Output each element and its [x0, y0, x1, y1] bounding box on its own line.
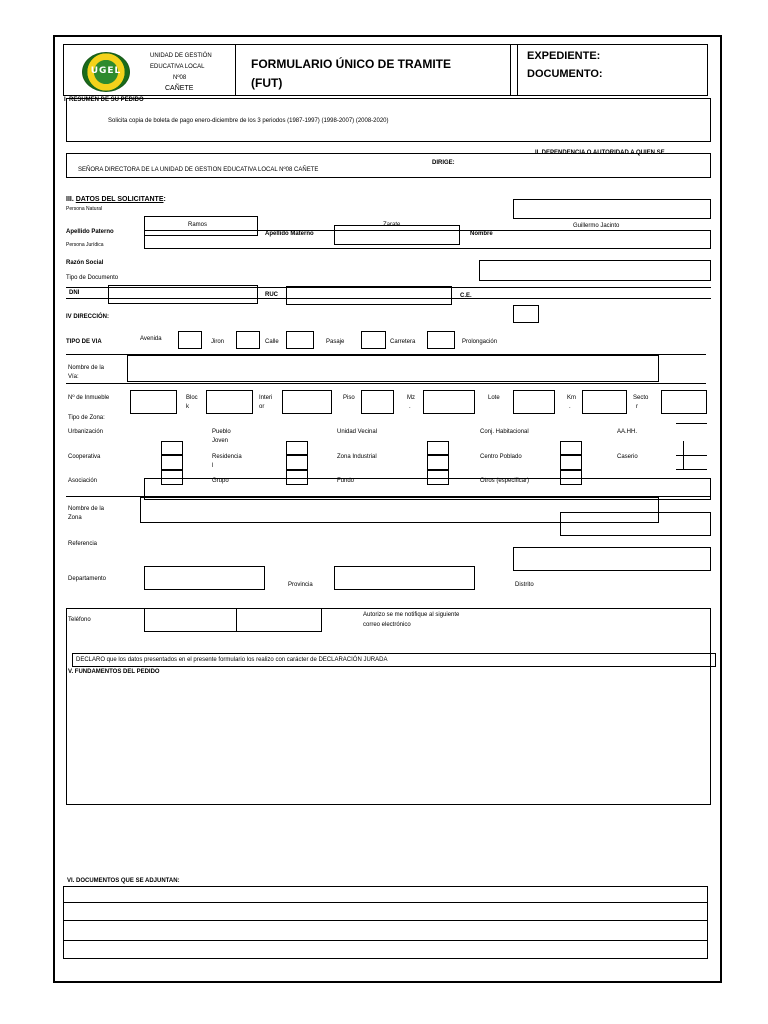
centro-poblado-checkbox[interactable]	[560, 455, 582, 470]
lote-label: Lote	[488, 395, 500, 401]
declaro-text: DECLARO que los datos presentados en el presente formulario los realizo con carácter de DECLARACIÓN JURADA	[76, 657, 388, 663]
tipo-zona-label: Tipo de Zona:	[68, 415, 105, 421]
nombre-zona-label-2: Zona	[68, 515, 82, 521]
documentos-table[interactable]	[63, 886, 708, 959]
piso-field[interactable]	[361, 390, 394, 414]
persona-juridica-label: Persona Jurídica	[66, 242, 104, 248]
via-calle-label: Calle	[265, 339, 279, 345]
referencia-label: Referencia	[68, 541, 98, 547]
via-jiron-checkbox[interactable]	[236, 331, 260, 349]
section-3-prefix: III.	[66, 196, 76, 203]
razon-social-field[interactable]	[479, 260, 711, 281]
section-2-title: II. DEPENDENCIA O AUTORIDAD A QUIEN SE	[535, 150, 665, 156]
via-avenida-label: Avenida	[140, 336, 162, 342]
header-divider-2	[510, 44, 511, 96]
sector-field[interactable]	[661, 390, 707, 414]
via-prolongacion-label: Prolongación	[462, 339, 498, 345]
via-carretera-checkbox[interactable]	[427, 331, 455, 349]
sector-label-1: Secto	[633, 395, 649, 401]
pueblo-joven-checkbox[interactable]	[286, 441, 308, 455]
km-field[interactable]	[582, 390, 627, 414]
section-6-title: VI. DOCUMENTOS QUE SE ADJUNTAN:	[67, 878, 180, 884]
via-carretera-label: Carretera	[390, 339, 416, 345]
interior-label-2: or	[259, 404, 265, 410]
nombre-value: Guillermo Jacinto	[573, 223, 620, 229]
caserio-label: Caserio	[617, 454, 638, 460]
tipo-documento-label: Tipo de Documento	[66, 275, 119, 281]
via-pasaje-checkbox[interactable]	[361, 331, 386, 349]
via-jiron-label: Jiron	[211, 339, 225, 345]
section-4-title: IV DIRECCIÓN:	[66, 314, 110, 320]
residencial-label-1: Residencia	[212, 454, 242, 460]
header-divider-1	[235, 44, 236, 96]
urbanizacion-label: Urbanización	[68, 429, 104, 435]
n-inmueble-field[interactable]	[130, 390, 177, 414]
header-divider-3	[517, 44, 518, 96]
provincia-label: Provincia	[288, 582, 313, 588]
nombre-via-field[interactable]	[127, 355, 659, 382]
form-title: FORMULARIO ÚNICO DE TRAMITE	[251, 57, 451, 71]
nombre-via-label-1: Nombre de la	[68, 365, 105, 371]
ugel-line-1: UNIDAD DE GESTIÓN	[150, 53, 212, 59]
via-calle-checkbox[interactable]	[286, 331, 314, 349]
apellido-materno-value: Zarate	[383, 222, 401, 228]
lote-field[interactable]	[513, 390, 555, 414]
unidad-vecinal-label: Unidad Vecinal	[337, 429, 378, 435]
conj-habitacional-checkbox[interactable]	[560, 441, 582, 455]
ugel-logo	[82, 52, 130, 92]
dirige-label: DIRIGE:	[432, 160, 455, 166]
block-label-1: Bloc	[186, 395, 198, 401]
via-pasaje-label: Pasaje	[326, 339, 345, 345]
referencia-field[interactable]	[513, 547, 711, 571]
tipo-via-label: TIPO DE VIA	[66, 339, 102, 345]
departamento-field[interactable]	[144, 566, 265, 590]
apellido-paterno-value: Ramos	[188, 222, 208, 228]
nombre-via-label-2: Vía:	[68, 374, 79, 380]
sector-label-2: r	[636, 404, 638, 410]
centro-poblado-label: Centro Poblado	[480, 454, 522, 460]
zona-extra-field[interactable]	[560, 512, 711, 536]
distrito-label: Distrito	[515, 582, 534, 588]
asociacion-label: Asociación	[68, 478, 98, 484]
mz-label-2: .	[409, 404, 411, 410]
mz-field[interactable]	[423, 390, 475, 414]
ugel-line-3: Nº08	[173, 75, 187, 81]
km-label-2: .	[569, 404, 571, 410]
autorizo-text: Autorizo se me notifique al siguiente correo electrónico	[363, 612, 460, 628]
block-label-2: k	[186, 404, 189, 410]
ruc-field[interactable]	[286, 286, 452, 305]
ce-label: C.E.	[460, 293, 472, 299]
caserio-checkbox-line	[676, 469, 707, 470]
telefono-field-1[interactable]	[144, 608, 237, 632]
ugel-line-4: CAÑETE	[165, 85, 194, 92]
documentos-row-line-3	[63, 940, 708, 941]
interior-field[interactable]	[282, 390, 332, 414]
documentos-row-line-1	[63, 902, 708, 903]
aahh-label: AA.HH.	[617, 429, 638, 435]
fundo-label: Fundo	[337, 478, 355, 484]
km-label-1: Km	[567, 395, 576, 401]
block-field[interactable]	[206, 390, 253, 414]
residencial-checkbox[interactable]	[286, 455, 308, 470]
apellido-paterno-label: Apellido Paterno	[66, 229, 114, 235]
zona-industrial-checkbox[interactable]	[427, 455, 449, 470]
persona-natural-label: Persona Natural	[66, 206, 103, 212]
persona-natural-box[interactable]	[513, 199, 711, 219]
pueblo-joven-label-1: Pueblo	[212, 429, 231, 435]
grupo-label: Grupo	[212, 478, 229, 484]
ugel-line-2: EDUCATIVA LOCAL	[150, 64, 205, 70]
logo-text: UGEL	[90, 66, 122, 76]
ce-field[interactable]	[513, 305, 539, 323]
mz-label-1: Mz	[407, 395, 415, 401]
interior-label-1: Interi	[259, 395, 273, 401]
unidad-vecinal-checkbox[interactable]	[427, 441, 449, 455]
documentos-row-line-2	[63, 920, 708, 921]
pueblo-joven-label-2: Joven	[212, 438, 229, 444]
nombre-via-bottom-line	[66, 383, 706, 384]
nombre-zona-label-1: Nombre de la	[68, 506, 105, 512]
dni-label: DNI	[69, 290, 80, 296]
section-3-title	[66, 195, 166, 204]
expediente-label: EXPEDIENTE:	[527, 50, 601, 62]
nombres-row-box	[144, 230, 711, 249]
form-title-acronym: (FUT)	[251, 76, 283, 90]
provincia-field[interactable]	[334, 566, 475, 590]
urbanizacion-checkbox[interactable]	[161, 441, 183, 455]
aahh-checkbox-mid	[676, 455, 707, 456]
razon-social-label: Razón Social	[66, 260, 104, 266]
zona-top-line	[676, 423, 707, 424]
zona-industrial-label: Zona Industrial	[337, 454, 377, 460]
ruc-label: RUC	[265, 292, 278, 298]
otros-label: Otros (especificar)	[480, 478, 530, 484]
residencial-label-2: l	[212, 463, 214, 469]
telefono-label: Teléfono	[68, 617, 91, 623]
dependencia-text: SEÑORA DIRECTORA DE LA UNIDAD DE GESTION EDUCATIVA LOCAL Nº08 CAÑETE	[78, 167, 319, 173]
documento-label: DOCUMENTO:	[527, 68, 603, 80]
section-5-title: V. FUNDAMENTOS DEL PEDIDO	[68, 669, 160, 675]
cooperativa-checkbox[interactable]	[161, 455, 183, 470]
section-1-title: I. RESUMEN DE SU PEDIDO	[64, 97, 144, 103]
nombre-label: Nombre	[470, 231, 493, 237]
via-avenida-checkbox[interactable]	[178, 331, 202, 349]
section-3-title-text: DATOS DEL SOLICITANTE	[75, 196, 164, 203]
departamento-label: Departamento	[68, 576, 107, 582]
section-3-colon: :	[163, 196, 166, 203]
cooperativa-label: Cooperativa	[68, 454, 101, 460]
apellido-materno-label: Apellido Materno	[265, 231, 314, 237]
piso-label: Piso	[343, 395, 355, 401]
dni-field[interactable]	[108, 285, 258, 304]
telefono-field-2[interactable]	[236, 608, 322, 632]
conj-habitacional-label: Conj. Habitacional	[480, 429, 529, 435]
contacto-box	[66, 608, 711, 805]
resumen-text: Solicita copia de boleta de pago enero-diciembre de los 3 periodos (1987-1997) (1998-2007) (2008-2020)	[108, 118, 389, 124]
n-inmueble-label: Nº de Inmueble	[68, 395, 110, 401]
